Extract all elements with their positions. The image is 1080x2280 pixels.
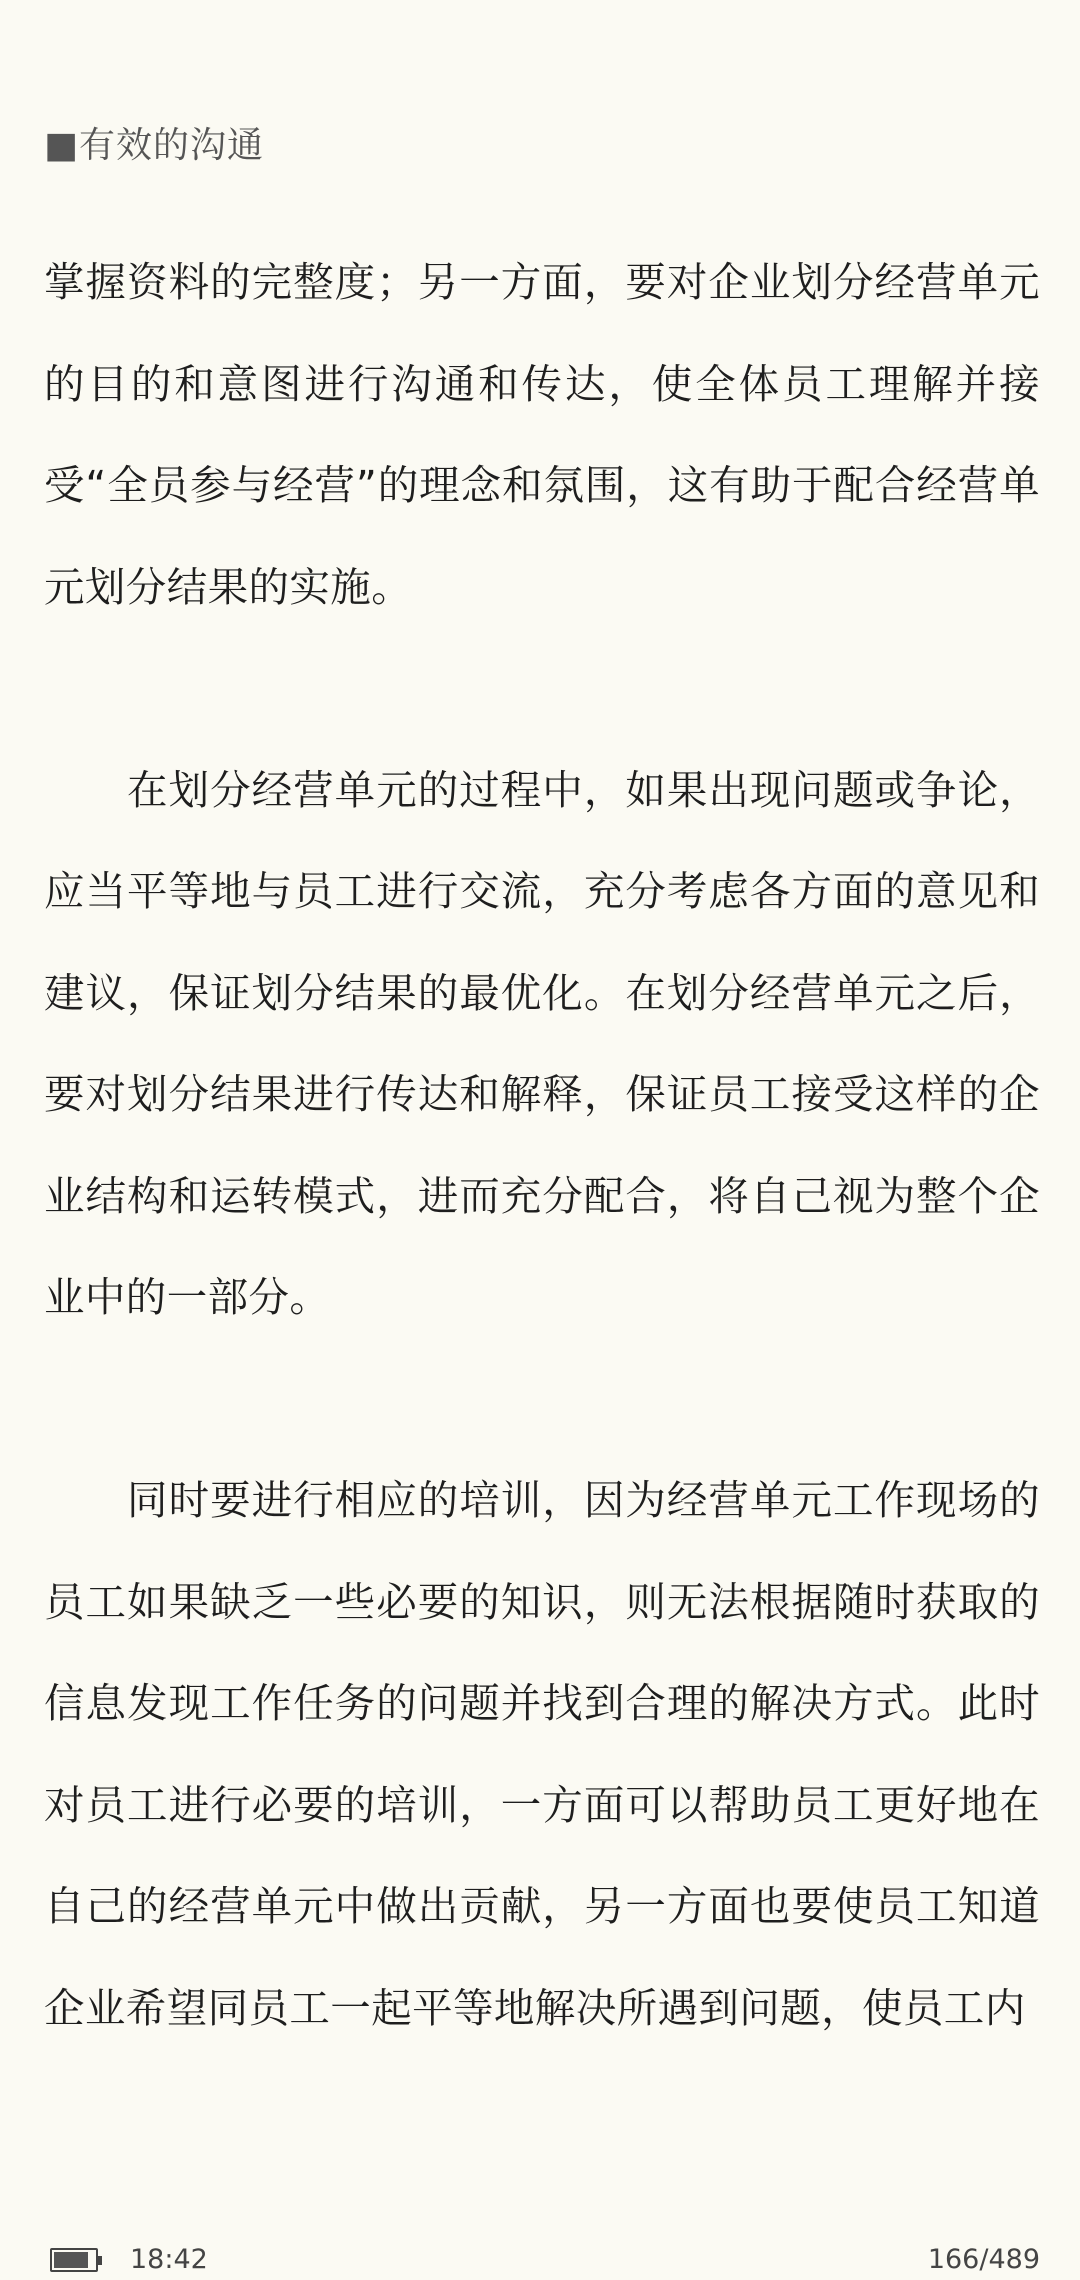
- paragraph-3: 同时要进行相应的培训，因为经营单元工作现场的员工如果缺乏一些必要的知识，则无法根据随时获取的信息发现工作任务的问题并找到合理的解决方式。此时对员工进行必要的培训，一方面可以帮助员工更好地在自己的经营单元中做出贡献，另一方面也要使员工知道企业希望同员工一起平等地解决所遇到问题，使员工内: [44, 1476, 1040, 2032]
- clock: 18:42: [130, 2244, 208, 2275]
- paragraph-1: 掌握资料的完整度；另一方面，要对企业划分经营单元的目的和意图进行沟通和传达，使全体员工理解并接受“全员参与经营”的理念和氛围，这有助于配合经营单元划分结果的实施。: [44, 258, 1040, 611]
- chapter-title: ■有效的沟通: [44, 125, 265, 166]
- battery-level-fill: [54, 2252, 88, 2268]
- paragraph-gap: [44, 638, 1040, 740]
- paragraph-2: 在划分经营单元的过程中，如果出现问题或争论，应当平等地与员工进行交流，充分考虑各方面的意见和建议，保证划分结果的最优化。在划分经营单元之后，要对划分结果进行传达和解释，保证员工接受这样的企业结构和运转模式，进而充分配合，将自己视为整个企业中的一部分。: [44, 765, 1040, 1321]
- paragraph-gap: [44, 1349, 1040, 1451]
- status-footer: [0, 2220, 1080, 2280]
- page-counter: 166/489: [927, 2244, 1040, 2275]
- battery-icon: [50, 2248, 98, 2272]
- reading-area[interactable]: [44, 232, 1040, 2059]
